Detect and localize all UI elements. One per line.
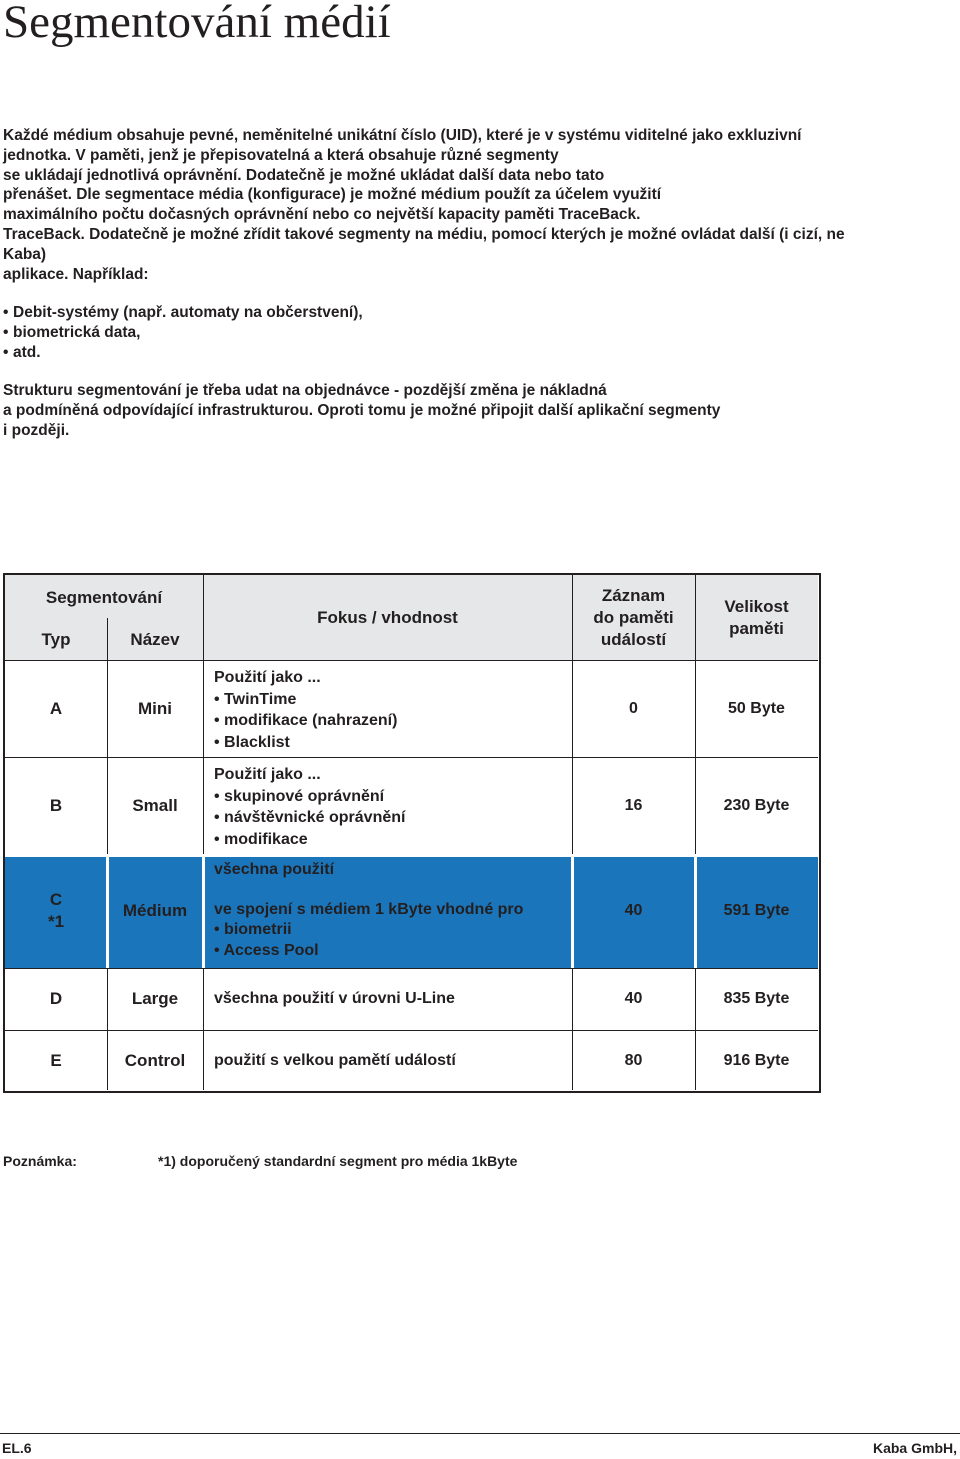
cell-typ <box>5 887 107 935</box>
cell-nazev: Médium <box>122 901 188 920</box>
cell-typ: E <box>50 1051 62 1070</box>
cell-zaznam: 0 <box>629 700 638 717</box>
fokus-line: • Access Pool <box>214 941 319 959</box>
cell-zaznam: 80 <box>624 1052 643 1069</box>
row-divider <box>5 660 818 661</box>
col-divider <box>695 575 696 1090</box>
header-velikost-line: Velikost <box>724 597 789 616</box>
cell-nazev: Large <box>131 989 179 1008</box>
bullet-icon: • <box>3 304 9 321</box>
bullet-list <box>3 303 363 362</box>
cell-velikost: 591 Byte <box>723 902 790 919</box>
cell-fokus <box>214 1050 456 1072</box>
intro-line: Kaba) <box>3 245 47 263</box>
cell-fokus <box>214 860 523 961</box>
bullet-icon: • <box>3 323 9 341</box>
segmentation-line: Strukturu segmentování je třeba udat na objednávce - pozdější změna je nákladná <box>3 382 607 399</box>
header-velikost <box>695 595 818 641</box>
fokus-line: • TwinTime <box>214 690 297 708</box>
fokus-line: ve spojení s médiem 1 kByte vhodné pro <box>214 900 524 918</box>
company-name: Kaba GmbH, <box>872 1440 957 1456</box>
cell-typ: D <box>49 989 63 1008</box>
fokus-line: všechna použití v úrovni U-Line <box>214 990 455 1007</box>
intro-line: se ukládají jednotlivá oprávnění. Dodatečně je možné ukládat další data nebo tato <box>3 166 605 184</box>
intro-line: TraceBack. Dodatečně je možné zřídit takové segmenty na médiu, pomocí kterých je možné ovládat další (i cizí, ne <box>3 225 845 243</box>
fokus-line: • skupinové oprávnění <box>214 787 385 805</box>
cell-nazev: Mini <box>138 699 172 718</box>
cell-velikost: 50 Byte <box>728 700 785 717</box>
fokus-line: • biometrii <box>214 921 292 938</box>
page-number: EL.6 <box>2 1440 32 1456</box>
cell-typ-footnote: *1 <box>47 912 65 931</box>
header-zaznam-line: událostí <box>600 630 667 649</box>
note-text: *1) doporučený standardní segment pro média 1kByte <box>158 1153 518 1169</box>
cell-fokus <box>214 764 405 850</box>
bullet-icon: • <box>3 343 9 361</box>
cell-velikost: 835 Byte <box>723 990 790 1007</box>
cell-typ: B <box>49 796 63 815</box>
row-divider <box>5 968 818 969</box>
intro-line: přenášet. Dle segmentace média (konfigurace) je možné médium použít za účelem využití <box>3 186 662 204</box>
row-divider <box>5 757 818 758</box>
fokus-line: všechna použití <box>214 861 335 878</box>
page-title: Segmentování médií <box>3 0 391 48</box>
cell-velikost: 230 Byte <box>723 797 790 814</box>
fokus-line: • modifikace (nahrazení) <box>214 712 398 729</box>
cell-zaznam: 40 <box>624 902 643 919</box>
segmentation-paragraph <box>3 381 720 440</box>
fokus-line: Použití jako ... <box>214 766 321 783</box>
cell-fokus <box>214 667 397 753</box>
bullet-item <box>3 303 363 323</box>
intro-line: Každé médium obsahuje pevné, neměnitelné unikátní číslo (UID), které je v systému viditelné jako exkluzivní <box>3 127 802 144</box>
segmentation-line: a podmíněná odpovídající infrastrukturou. Oproti tomu je možné připojit další aplikační segmenty <box>3 401 721 419</box>
header-zaznam-line: Záznam <box>601 586 666 605</box>
fokus-line: • modifikace <box>214 830 308 848</box>
col-divider <box>203 575 204 1090</box>
note-label: Poznámka: <box>3 1153 77 1169</box>
header-zaznam <box>572 583 695 653</box>
header-segmentovani: Segmentování <box>45 588 163 607</box>
cell-nazev: Small <box>132 796 178 815</box>
header-zaznam-line: do paměti <box>593 608 674 627</box>
bullet-text: Debit-systémy (např. automaty na občerstvení), <box>13 304 363 321</box>
header-typ: Typ <box>41 630 71 649</box>
intro-line: aplikace. Například: <box>3 265 149 283</box>
cell-nazev: Control <box>124 1051 186 1070</box>
header-nazev: Název <box>130 630 180 649</box>
bullet-item <box>3 323 363 343</box>
bullet-item <box>3 343 363 363</box>
bullet-text: atd. <box>13 343 41 361</box>
intro-paragraph <box>3 126 943 284</box>
cell-zaznam: 40 <box>624 990 643 1007</box>
segment-table <box>3 573 821 1093</box>
fokus-line <box>214 881 523 900</box>
segmentation-line: i později. <box>3 421 70 439</box>
cell-zaznam: 16 <box>624 797 643 814</box>
bullet-text: biometrická data, <box>13 323 141 341</box>
fokus-line: Použití jako ... <box>214 669 321 686</box>
cell-typ: A <box>49 699 63 718</box>
cell-fokus <box>214 988 455 1010</box>
cell-velikost: 916 Byte <box>723 1052 790 1069</box>
cell-typ-line: C <box>49 890 63 909</box>
row-divider <box>5 1030 818 1031</box>
fokus-line: • Blacklist <box>214 733 290 751</box>
intro-line: jednotka. V paměti, jenž je přepisovatelná a která obsahuje různé segmenty <box>3 146 559 164</box>
footer-divider <box>0 1433 960 1434</box>
fokus-line: • návštěvnické oprávnění <box>214 809 406 826</box>
header-fokus: Fokus / vhodnost <box>317 608 458 627</box>
intro-line: maximálního počtu dočasných oprávnění nebo co největší kapacity paměti TraceBack. <box>3 206 641 224</box>
header-velikost-line: paměti <box>729 619 784 638</box>
fokus-line: použití s velkou pamětí událostí <box>214 1052 456 1069</box>
